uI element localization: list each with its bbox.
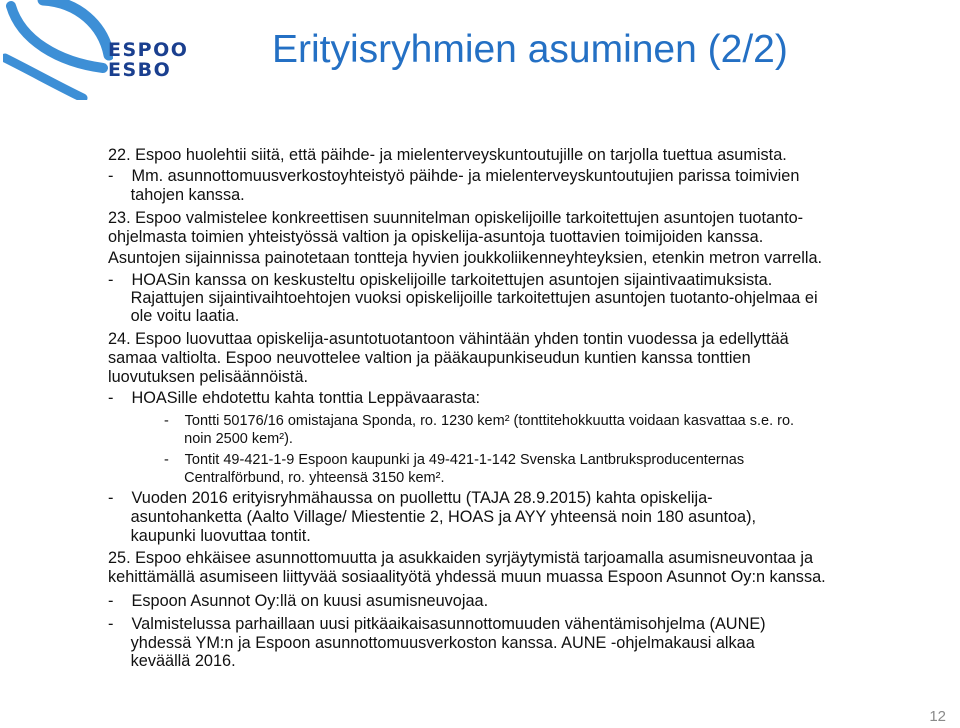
- espoo-logo-icon: [3, 0, 113, 100]
- body-line: tahojen kanssa.: [108, 186, 245, 204]
- body-line: Asuntojen sijainnissa painotetaan tontteja hyvien joukkoliikenneyhteyksien, etenkin metron varrella.: [108, 249, 823, 267]
- body-line: ole voitu laatia.: [108, 307, 240, 325]
- body-subline: - Tontit 49-421-1-9 Espoon kaupunki ja 49-421-1-142 Svenska Lantbruksproducenternas: [164, 452, 745, 468]
- body-line: - Espoon Asunnot Oy:llä on kuusi asumisneuvojaa.: [108, 592, 489, 610]
- body-line: - Valmistelussa parhaillaan uusi pitkäaikaisasunnottomuuden vähentämisohjelma (AUNE): [108, 615, 766, 633]
- body-line: kehittämällä asumiseen liittyvää sosiaalityötä yhdessä muun muassa Espoon Asunnot Oy:n kanssa.: [108, 568, 826, 586]
- body-line: 24. Espoo luovuttaa opiskelija-asuntotuotantoon vähintään yhden tontin vuodessa ja edellyttää: [108, 330, 789, 348]
- slide-title: Erityisryhmien asuminen (2/2): [272, 28, 788, 71]
- body-line: keväällä 2016.: [108, 652, 236, 670]
- body-line: asuntohanketta (Aalto Village/ Miestentie 2, HOAS ja AYY yhteensä noin 180 asuntoa),: [108, 508, 757, 526]
- body-subline: - Tontti 50176/16 omistajana Sponda, ro. 1230 kem² (tonttitehokkuutta voidaan kasvattaa s.e. ro.: [164, 413, 795, 429]
- body-line: yhdessä YM:n ja Espoon asunnottomuusverkoston kanssa. AUNE -ohjelmakausi alkaa: [108, 634, 755, 652]
- body-line: - Vuoden 2016 erityisryhmähaussa on puollettu (TAJA 28.9.2015) kahta opiskelija-: [108, 489, 713, 507]
- logo-line-espoo: ESPOO: [108, 39, 189, 61]
- body-subline: noin 2500 kem²).: [164, 431, 293, 447]
- body-subline: Centralförbund, ro. yhteensä 3150 kem².: [164, 470, 445, 486]
- page-number: 12: [929, 708, 946, 725]
- body-line: samaa valtiolta. Espoo neuvottelee valtion ja pääkaupunkiseudun kuntien kanssa tonttien: [108, 349, 751, 367]
- espoo-logo-text: [108, 41, 188, 81]
- body-line: 23. Espoo valmistelee konkreettisen suunnitelman opiskelijoille tarkoitettujen asuntojen tuotanto-: [108, 209, 804, 227]
- body-line: kaupunki luovuttaa tontit.: [108, 527, 311, 545]
- body-line: - HOASille ehdotettu kahta tonttia Leppävaarasta:: [108, 389, 480, 407]
- body-line: luovutuksen pelisäännöistä.: [108, 368, 309, 386]
- logo-line-esbo: ESBO: [108, 59, 172, 81]
- body-line: ohjelmasta toimien yhteistyössä valtion ja opiskelija-asuntoja tuottavien toimijoiden kanssa.: [108, 228, 764, 246]
- body-line: 22. Espoo huolehtii siitä, että päihde- ja mielenterveyskuntoutujille on tarjolla tuettua asumista.: [108, 146, 787, 164]
- body-line: Rajattujen sijaintivaihtoehtojen vuoksi opiskelijoille tarkoitettujen asuntojen tuotanto-ohjelmaa ei: [108, 289, 818, 307]
- body-line: 25. Espoo ehkäisee asunnottomuutta ja asukkaiden syrjäytymistä tarjoamalla asumisneuvontaa ja: [108, 549, 814, 567]
- body-line: - HOASin kanssa on keskusteltu opiskelijoille tarkoitettujen asuntojen sijaintivaatimuksista.: [108, 271, 773, 289]
- body-line: - Mm. asunnottomuusverkostoyhteistyö päihde- ja mielenterveyskuntoutujien parissa toimivien: [108, 167, 800, 185]
